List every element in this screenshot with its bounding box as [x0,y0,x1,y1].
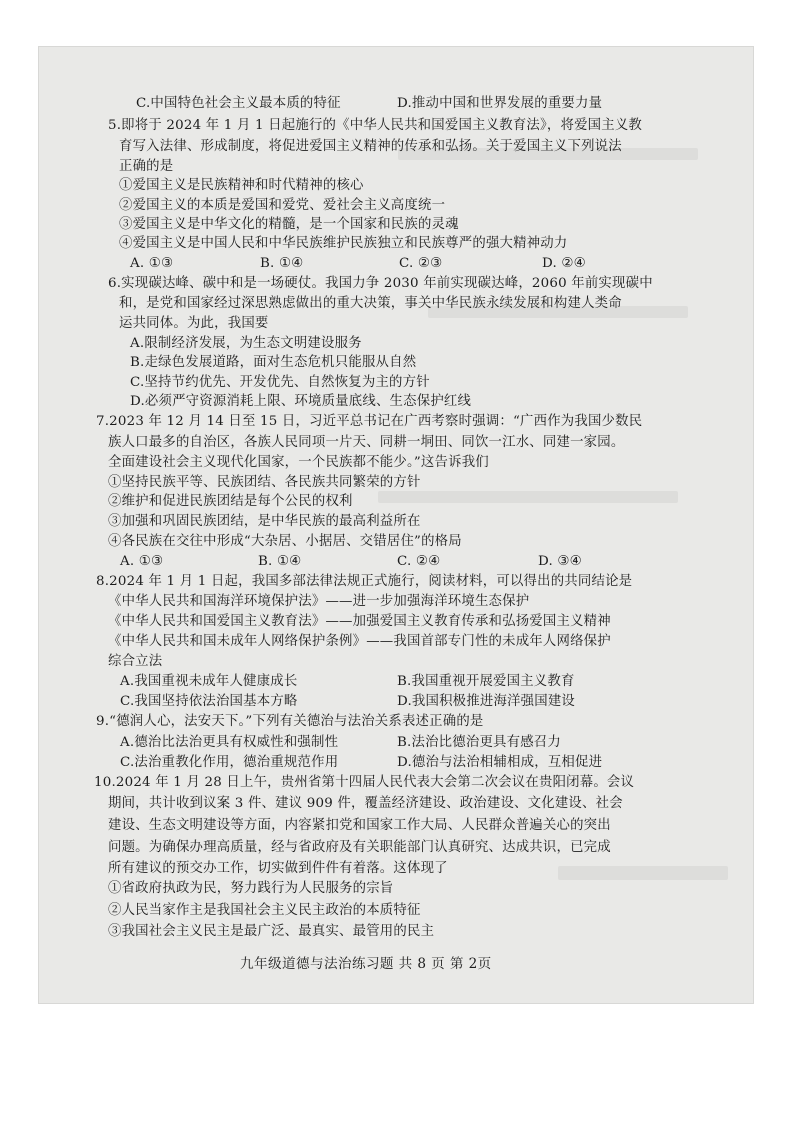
exam-page [38,46,754,1004]
q5-option-a: A. ①③ [130,256,174,271]
q6-stem: 运共同体。为此，我国要 [119,316,269,331]
q9-option-a: A.德治比法治更具有权威性和强制性 [120,735,339,750]
q10-stem: 期间，共计收到议案 3 件、建议 909 件，覆盖经济建设、政治建设、文化建设、社会 [108,796,623,811]
q10-stem: 问题。为确保办理高质量，经与省政府及有关职能部门认真研究、达成共识，已完成 [108,840,611,855]
q9-option-b: B.法治比德治更具有感召力 [397,735,561,750]
q4-option-c: C.中国特色社会主义最本质的特征 [136,96,341,111]
q7-statement: ②维护和促进民族团结是每个公民的权利 [108,494,353,509]
q5-option-c: C. ②③ [399,256,443,271]
q7-statement: ③加强和巩固民族团结，是中华民族的最高利益所在 [108,514,421,529]
q7-statement: ①坚持民族平等、民族团结、各民族共同繁荣的方针 [108,475,421,490]
q8-material: 综合立法 [108,654,163,669]
q8-option-c: C.我国坚持依法治国基本方略 [120,694,298,709]
q7-option-d: D. ③④ [538,554,582,569]
q8-material: 《中华人民共和国未成年人网络保护条例》——我国首部专门性的未成年人网络保护 [108,634,611,649]
q7-stem: 7.2023 年 12 月 14 日至 15 日，习近平总书记在广西考察时强调：“广西作为我国少数民 [96,414,643,429]
q6-stem: 和，是党和国家经过深思熟虑做出的重大决策，事关中华民族永续发展和构建人类命 [119,296,622,311]
q5-stem: 育写入法律、形成制度，将促进爱国主义精神的传承和弘扬。关于爱国主义下列说法 [119,139,622,154]
q9-option-c: C.法治重教化作用，德治重规范作用 [120,755,339,770]
q6-option-d: D.必须严守资源消耗上限、环境质量底线、生态保护红线 [130,394,472,409]
q5-statement: ①爱国主义是民族精神和时代精神的核心 [119,178,364,193]
q8-option-b: B.我国重视开展爱国主义教育 [397,674,575,689]
q10-statement: ②人民当家作主是我国社会主义民主政治的本质特征 [108,903,421,918]
q7-option-a: A. ①③ [120,554,164,569]
q5-option-b: B. ①④ [260,256,304,271]
q5-stem: 5.即将于 2024 年 1 月 1 日起施行的《中华人民共和国爱国主义教育法》，将爱国主义教 [108,118,643,133]
q10-stem: 10.2024 年 1 月 28 日上午，贵州省第十四届人民代表大会第二次会议在贵阳闭幕。会议 [94,775,635,790]
q6-option-a: A.限制经济发展，为生态文明建设服务 [130,336,362,351]
bleed-through [378,491,678,503]
bleed-through [558,866,728,880]
page-footer: 九年级道德与法治练习题 共 8 页 第 2页 [240,956,492,972]
q5-stem: 正确的是 [119,159,174,174]
q7-option-c: C. ②④ [397,554,441,569]
q8-material: 《中华人民共和国海洋环境保护法》——进一步加强海洋环境生态保护 [108,594,530,609]
q5-option-d: D. ②④ [542,256,586,271]
q7-option-b: B. ①④ [258,554,302,569]
q8-stem: 8.2024 年 1 月 1 日起，我国多部法律法规正式施行，阅读材料，可以得出的共同结论是 [96,574,633,589]
q6-stem: 6.实现碳达峰、碳中和是一场硬仗。我国力争 2030 年前实现碳达峰，2060 年前实现碳中 [108,276,653,291]
q10-statement: ③我国社会主义民主是最广泛、最真实、最管用的民主 [108,924,435,939]
q7-stem: 族人口最多的自治区，各族人民同项一片天、同耕一垌田、同饮一江水、同建一家园。 [108,435,625,450]
q6-option-b: B.走绿色发展道路，面对生态危机只能服从自然 [130,355,417,370]
q6-option-c: C.坚持节约优先、开发优先、自然恢复为主的方针 [130,375,430,390]
q8-material: 《中华人民共和国爱国主义教育法》——加强爱国主义教育传承和弘扬爱国主义精神 [108,614,611,629]
q8-option-a: A.我国重视未成年人健康成长 [120,674,298,689]
q10-stem: 所有建议的预交办工作，切实做到件件有着落。这体现了 [108,861,448,876]
q7-stem: 全面建设社会主义现代化国家，一个民族都不能少。”这告诉我们 [108,455,489,470]
q5-statement: ④爱国主义是中国人民和中华民族维护民族独立和民族尊严的强大精神动力 [119,236,568,251]
q5-statement: ③爱国主义是中华文化的精髓，是一个国家和民族的灵魂 [119,217,459,232]
q7-statement: ④各民族在交往中形成“大杂居、小据居、交错居住”的格局 [108,534,462,549]
q9-stem: 9.“德润人心，法安天下。”下列有关德治与法治关系表述正确的是 [96,714,484,729]
q10-statement: ①省政府执政为民，努力践行为人民服务的宗旨 [108,881,394,896]
q4-option-d: D.推动中国和世界发展的重要力量 [397,96,603,111]
q5-statement: ②爱国主义的本质是爱国和爱党、爱社会主义高度统一 [119,198,446,213]
q10-stem: 建设、生态文明建设等方面，内容紧扣党和国家工作大局、人民群众普遍关心的突出 [108,818,611,833]
q9-option-d: D.德治与法治相辅相成，互相促进 [397,755,603,770]
q8-option-d: D.我国积极推进海洋强国建设 [397,694,576,709]
